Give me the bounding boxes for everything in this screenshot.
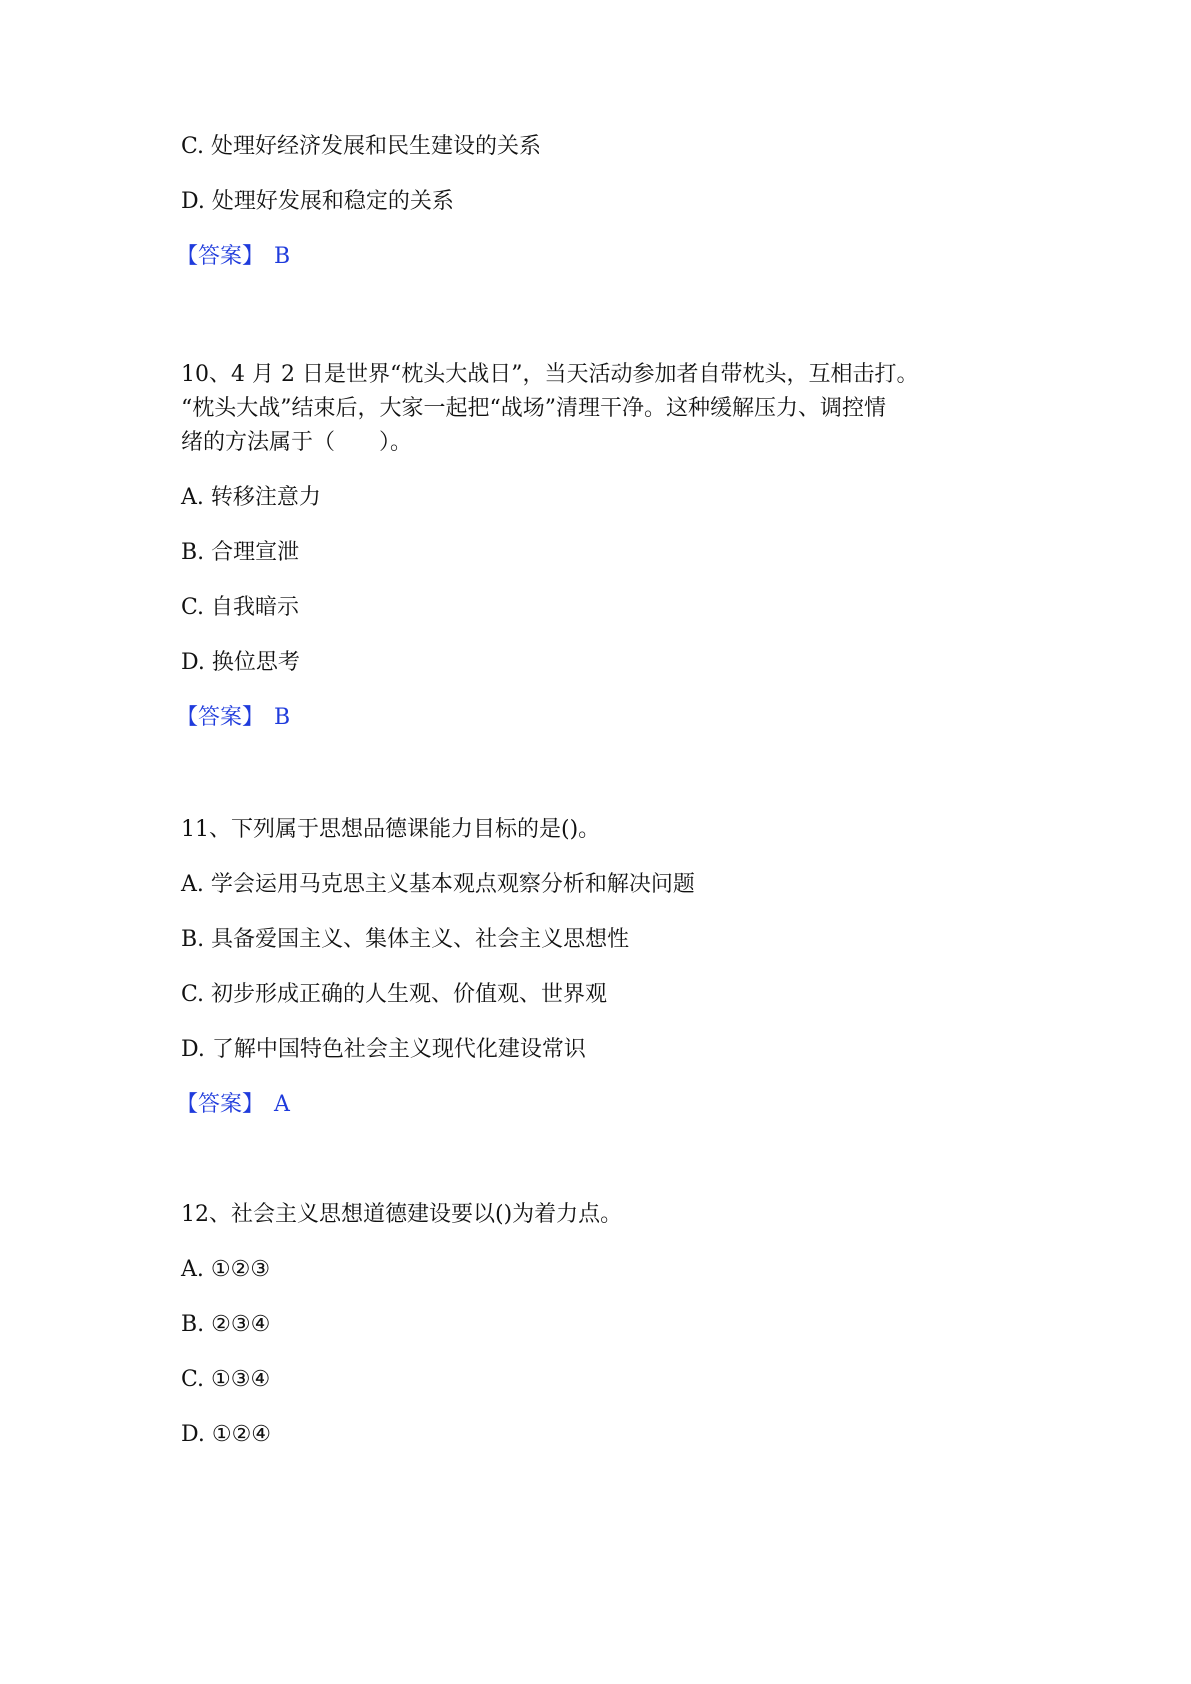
q11-stem: 11、下列属于思想品德课能力目标的是()。 <box>181 817 601 842</box>
q10-option-b: B. 合理宣泄 <box>181 540 300 565</box>
q11-option-a: A. 学会运用马克思主义基本观点观察分析和解决问题 <box>181 872 695 897</box>
q11-option-b: B. 具备爱国主义、集体主义、社会主义思想性 <box>181 927 630 952</box>
q11-option-d: D. 了解中国特色社会主义现代化建设常识 <box>181 1037 586 1062</box>
q9-option-d: D. 处理好发展和稳定的关系 <box>181 189 454 214</box>
answer-value: B <box>274 705 291 730</box>
q9-option-c: C. 处理好经济发展和民生建设的关系 <box>181 134 542 159</box>
q10-stem-line2: “枕头大战”结束后，大家一起把“战场”清理干净。这种缓解压力、调控情 <box>181 396 886 421</box>
answer-label: 【答案】 <box>176 705 265 730</box>
q11-option-c: C. 初步形成正确的人生观、价值观、世界观 <box>181 982 608 1007</box>
q10-option-c: C. 自我暗示 <box>181 595 300 620</box>
q12-option-a: A. ①②③ <box>181 1257 271 1282</box>
q10-stem-line1: 10、4 月 2 日是世界“枕头大战日”，当天活动参加者自带枕头，互相击打。 <box>181 362 919 387</box>
q10-option-a: A. 转移注意力 <box>181 485 321 510</box>
q12-option-c: C. ①③④ <box>181 1367 271 1392</box>
answer-label: 【答案】 <box>176 1092 265 1117</box>
q12-stem: 12、社会主义思想道德建设要以()为着力点。 <box>181 1202 623 1227</box>
q9-answer <box>176 240 290 274</box>
q10-option-d: D. 换位思考 <box>181 650 300 675</box>
q12-option-d: D. ①②④ <box>181 1422 272 1447</box>
q11-answer <box>176 1088 290 1122</box>
answer-value: B <box>274 244 291 269</box>
answer-value: A <box>274 1092 290 1117</box>
q10-stem-line3: 绪的方法属于（ ）。 <box>181 430 413 455</box>
answer-label: 【答案】 <box>176 244 265 269</box>
q10-answer <box>176 701 290 735</box>
q12-option-b: B. ②③④ <box>181 1312 271 1337</box>
